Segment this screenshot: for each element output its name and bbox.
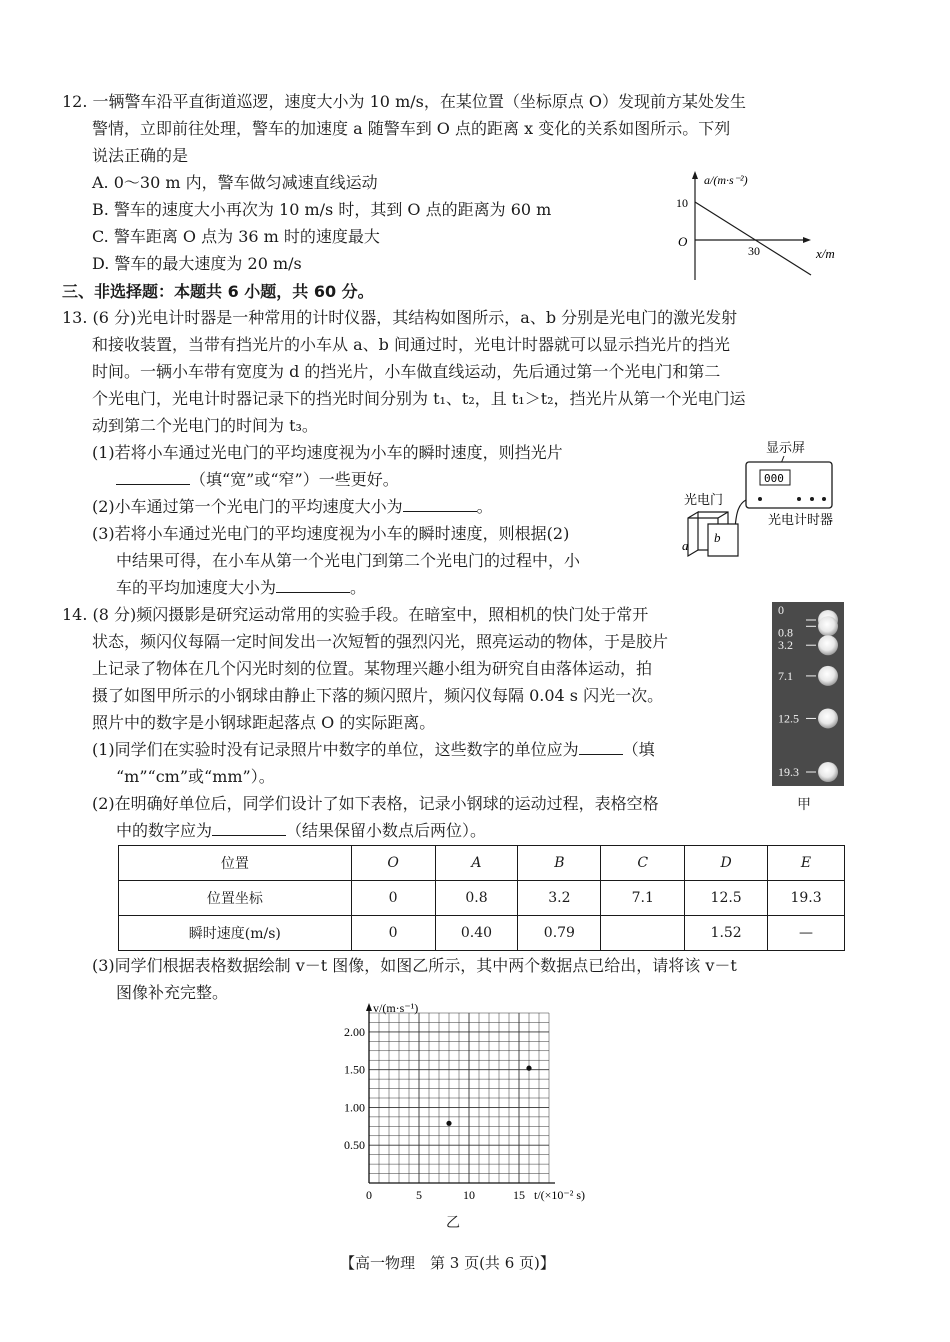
- q14-stem-line-5: 照片中的数字是小钢球距起落点 O 的实际距离。: [92, 713, 436, 732]
- x-tick-label: 15: [513, 1188, 525, 1202]
- q14-part2-line-1: (2)在明确好单位后，同学们设计了如下表格，记录小钢球的运动过程，表格空格: [92, 794, 659, 813]
- table-cell: 0: [351, 881, 435, 916]
- answer-cell-c[interactable]: [601, 916, 685, 951]
- photo-distance-label: 0.8: [778, 625, 793, 640]
- table-cell: 位置坐标: [119, 881, 352, 916]
- q13-part3-text: 车的平均加速度大小为: [116, 578, 277, 597]
- q12-option-d: D. 警车的最大速度为 20 m/s: [92, 254, 302, 273]
- section-3-heading: 三、非选择题：本题共 6 小题，共 60 分。: [62, 282, 374, 301]
- screen-label: 显示屏: [766, 441, 806, 456]
- timer-knob: [810, 497, 814, 501]
- q13-part1-tail: （填“宽”或“窄”）一些更好。: [190, 470, 399, 489]
- v-axis-arrow: [366, 1003, 372, 1011]
- q14-part1-text: (1)同学们在实验时没有记录照片中数字的单位，这些数字的单位应为: [92, 740, 579, 759]
- a-x-graph: [670, 168, 860, 283]
- answer-blank-q13-3[interactable]: [276, 578, 350, 593]
- data-point: [526, 1066, 531, 1071]
- q12-stem-line-1: 12. 一辆警车沿平直街道巡逻，速度大小为 10 m/s，在某位置（坐标原点 O）发现前方某处发生: [62, 92, 747, 111]
- table-row: [119, 916, 845, 951]
- table-header-cell: 位置: [119, 846, 352, 881]
- q14-part1-line-2: “m”“cm”或“mm”）。: [116, 767, 275, 786]
- photo-distance-label: 0: [778, 603, 784, 617]
- x-tick-label: 5: [416, 1188, 422, 1202]
- q13-part3-line-2: 中结果可得，在小车从第一个光电门到第二个光电门的过程中，小: [116, 551, 581, 570]
- answer-blank-q13-2[interactable]: [403, 497, 477, 512]
- q14-part2-line-2: [116, 817, 486, 844]
- table-cell: 12.5: [685, 881, 768, 916]
- strobe-photo-caption: 甲: [797, 797, 811, 813]
- q12-stem-line-3: 说法正确的是: [92, 146, 189, 165]
- q13-part2: [92, 493, 493, 520]
- timer-knob: [758, 497, 762, 501]
- gate-label: 光电门: [684, 493, 724, 508]
- x-tick-30: 30: [748, 244, 760, 258]
- photo-distance-label: 7.1: [778, 668, 793, 683]
- q13-stem-line-3: 时间。一辆小车带有宽度为 d 的挡光片，小车做直线运动，先后通过第一个光电门和第二: [92, 362, 721, 381]
- q14-part2-text-end: （结果保留小数点后两位）。: [286, 821, 487, 840]
- page-footer: 【高一物理 第 3 页(共 6 页)】: [340, 1254, 555, 1272]
- table-cell: 0.40: [435, 916, 518, 951]
- q13-part2-end: 。: [476, 497, 493, 516]
- y-tick-label: 1.50: [344, 1062, 365, 1077]
- photo-distance-label: 3.2: [778, 638, 793, 653]
- photo-distance-label: 12.5: [778, 711, 799, 726]
- x-axis-label: x/m: [816, 246, 835, 261]
- q13-stem-line-1: 13. (6 分)光电计时器是一种常用的计时仪器，其结构如图所示，a、b 分别是光电门的激光发射: [62, 308, 738, 327]
- q13-part3-end: 。: [350, 578, 367, 597]
- q13-part1-line-1: (1)若将小车通过光电门的平均速度视为小车的瞬时速度，则挡光片: [92, 443, 563, 462]
- data-point: [446, 1121, 451, 1126]
- answer-blank-q14-2[interactable]: [212, 821, 286, 836]
- answer-blank-q14-1[interactable]: [579, 740, 623, 755]
- q14-stem-line-4: 摄了如图甲所示的小钢球由静止下落的频闪照片，频闪仪每隔 0.04 s 闪光一次。: [92, 686, 664, 705]
- timer-label: 光电计时器: [768, 513, 834, 528]
- q14-part1-line-1: [92, 736, 655, 763]
- a-axis-label: a/(m·s⁻²): [704, 173, 748, 187]
- q13-stem-line-5: 动到第二个光电门的时间为 t₃。: [92, 416, 318, 435]
- q13-part3-line-3: [116, 574, 366, 601]
- q14-part3-line-1: (3)同学们根据表格数据绘制 v－t 图像，如图乙所示，其中两个数据点已给出，请将该 v－t: [92, 956, 737, 975]
- x-tick-label: 0: [366, 1188, 372, 1202]
- table-cell: 3.2: [518, 881, 601, 916]
- q12-option-c: C. 警车距离 O 点为 36 m 时的速度最大: [92, 227, 380, 246]
- y-tick-label: 2.00: [344, 1024, 365, 1039]
- photogate-diagram: [676, 436, 856, 566]
- photo-distance-label: 19.3: [778, 765, 799, 779]
- steel-ball: [818, 616, 838, 636]
- table-cell: 1.52: [685, 916, 768, 951]
- x-axis-arrow: [803, 237, 811, 243]
- y-tick-label: 0.50: [344, 1138, 365, 1153]
- q14-stem-line-1: 14. (8 分)频闪摄影是研究运动常用的实验手段。在暗室中，照相机的快门处于常开: [62, 605, 649, 624]
- origin-label: O: [678, 234, 688, 249]
- table-header-row: [119, 846, 845, 881]
- table-cell: 7.1: [601, 881, 685, 916]
- q13-part1-line-2: [116, 466, 399, 493]
- strobe-photo: [772, 602, 844, 786]
- a-x-line: [695, 202, 811, 275]
- x-tick-label: 10: [463, 1188, 475, 1202]
- q14-stem-line-3: 上记录了物体在几个闪光时刻的位置。某物理兴趣小组为研究自由落体运动，拍: [92, 659, 653, 678]
- table-row: [119, 881, 845, 916]
- q13-stem-line-4: 个光电门，光电计时器记录下的挡光时间分别为 t₁、t₂，且 t₁＞t₂，挡光片从第一个光电门运: [92, 389, 746, 408]
- table-header-cell: O: [351, 846, 435, 881]
- table-header-cell: A: [435, 846, 518, 881]
- q13-part2-text: (2)小车通过第一个光电门的平均速度大小为: [92, 497, 403, 516]
- q13-stem-line-2: 和接收装置，当带有挡光片的小车从 a、b 间通过时，光电计时器就可以显示挡光片的挡光: [92, 335, 730, 354]
- answer-blank-q13-1[interactable]: [116, 470, 190, 485]
- v-t-grid: [369, 1013, 549, 1183]
- y-tick-label: 1.00: [344, 1100, 365, 1115]
- a-axis-arrow: [692, 171, 698, 179]
- table-cell: 0.79: [518, 916, 601, 951]
- q14-part2-text: 中的数字应为: [116, 821, 213, 840]
- q12-stem-line-2: 警情，立即前往处理，警车的加速度 a 随警车到 O 点的距离 x 变化的关系如图所示。下列: [92, 119, 731, 138]
- gate-post-b: [708, 524, 738, 556]
- v-t-graph-caption: 乙: [446, 1215, 460, 1231]
- q14-part3-line-2: 图像补充完整。: [116, 983, 229, 1002]
- v-t-tick-labels: [344, 1025, 525, 1202]
- steel-ball: [818, 708, 838, 728]
- table-header-cell: D: [685, 846, 768, 881]
- q14-part1-text-end: （填: [622, 740, 655, 759]
- v-t-axes: [366, 1003, 555, 1183]
- a-tick-10: 10: [676, 196, 688, 210]
- t-axis-label: t/(×10⁻² s): [534, 1188, 585, 1202]
- steel-ball: [818, 762, 838, 782]
- q12-option-a: A. 0～30 m 内，警车做匀减速直线运动: [92, 173, 378, 192]
- table-cell: 瞬时速度(m/s): [119, 916, 352, 951]
- v-t-graph: [325, 1003, 585, 1208]
- table-cell: 0: [351, 916, 435, 951]
- table-header-cell: B: [518, 846, 601, 881]
- timer-knob: [797, 497, 801, 501]
- label-a: a: [682, 538, 689, 553]
- q12-option-b: B. 警车的速度大小再次为 10 m/s 时，其到 O 点的距离为 60 m: [92, 200, 552, 219]
- table-header-cell: E: [768, 846, 845, 881]
- steel-ball: [818, 635, 838, 655]
- table-cell: 0.8: [435, 881, 518, 916]
- q13-part3-line-1: (3)若将小车通过光电门的平均速度视为小车的瞬时速度，则根据(2): [92, 524, 570, 543]
- steel-ball: [818, 666, 838, 686]
- table-cell: —: [768, 916, 845, 951]
- table-cell: 19.3: [768, 881, 845, 916]
- v-axis-label: v/(m·s⁻¹): [373, 1003, 419, 1015]
- display-digits: 000: [764, 472, 784, 485]
- q14-stem-line-2: 状态，频闪仪每隔一定时间发出一次短暂的强烈闪光，照亮运动的物体，于是胶片: [92, 632, 669, 651]
- label-b: b: [714, 530, 721, 545]
- timer-knob: [822, 497, 826, 501]
- table-header-cell: C: [601, 846, 685, 881]
- motion-table: [118, 845, 845, 951]
